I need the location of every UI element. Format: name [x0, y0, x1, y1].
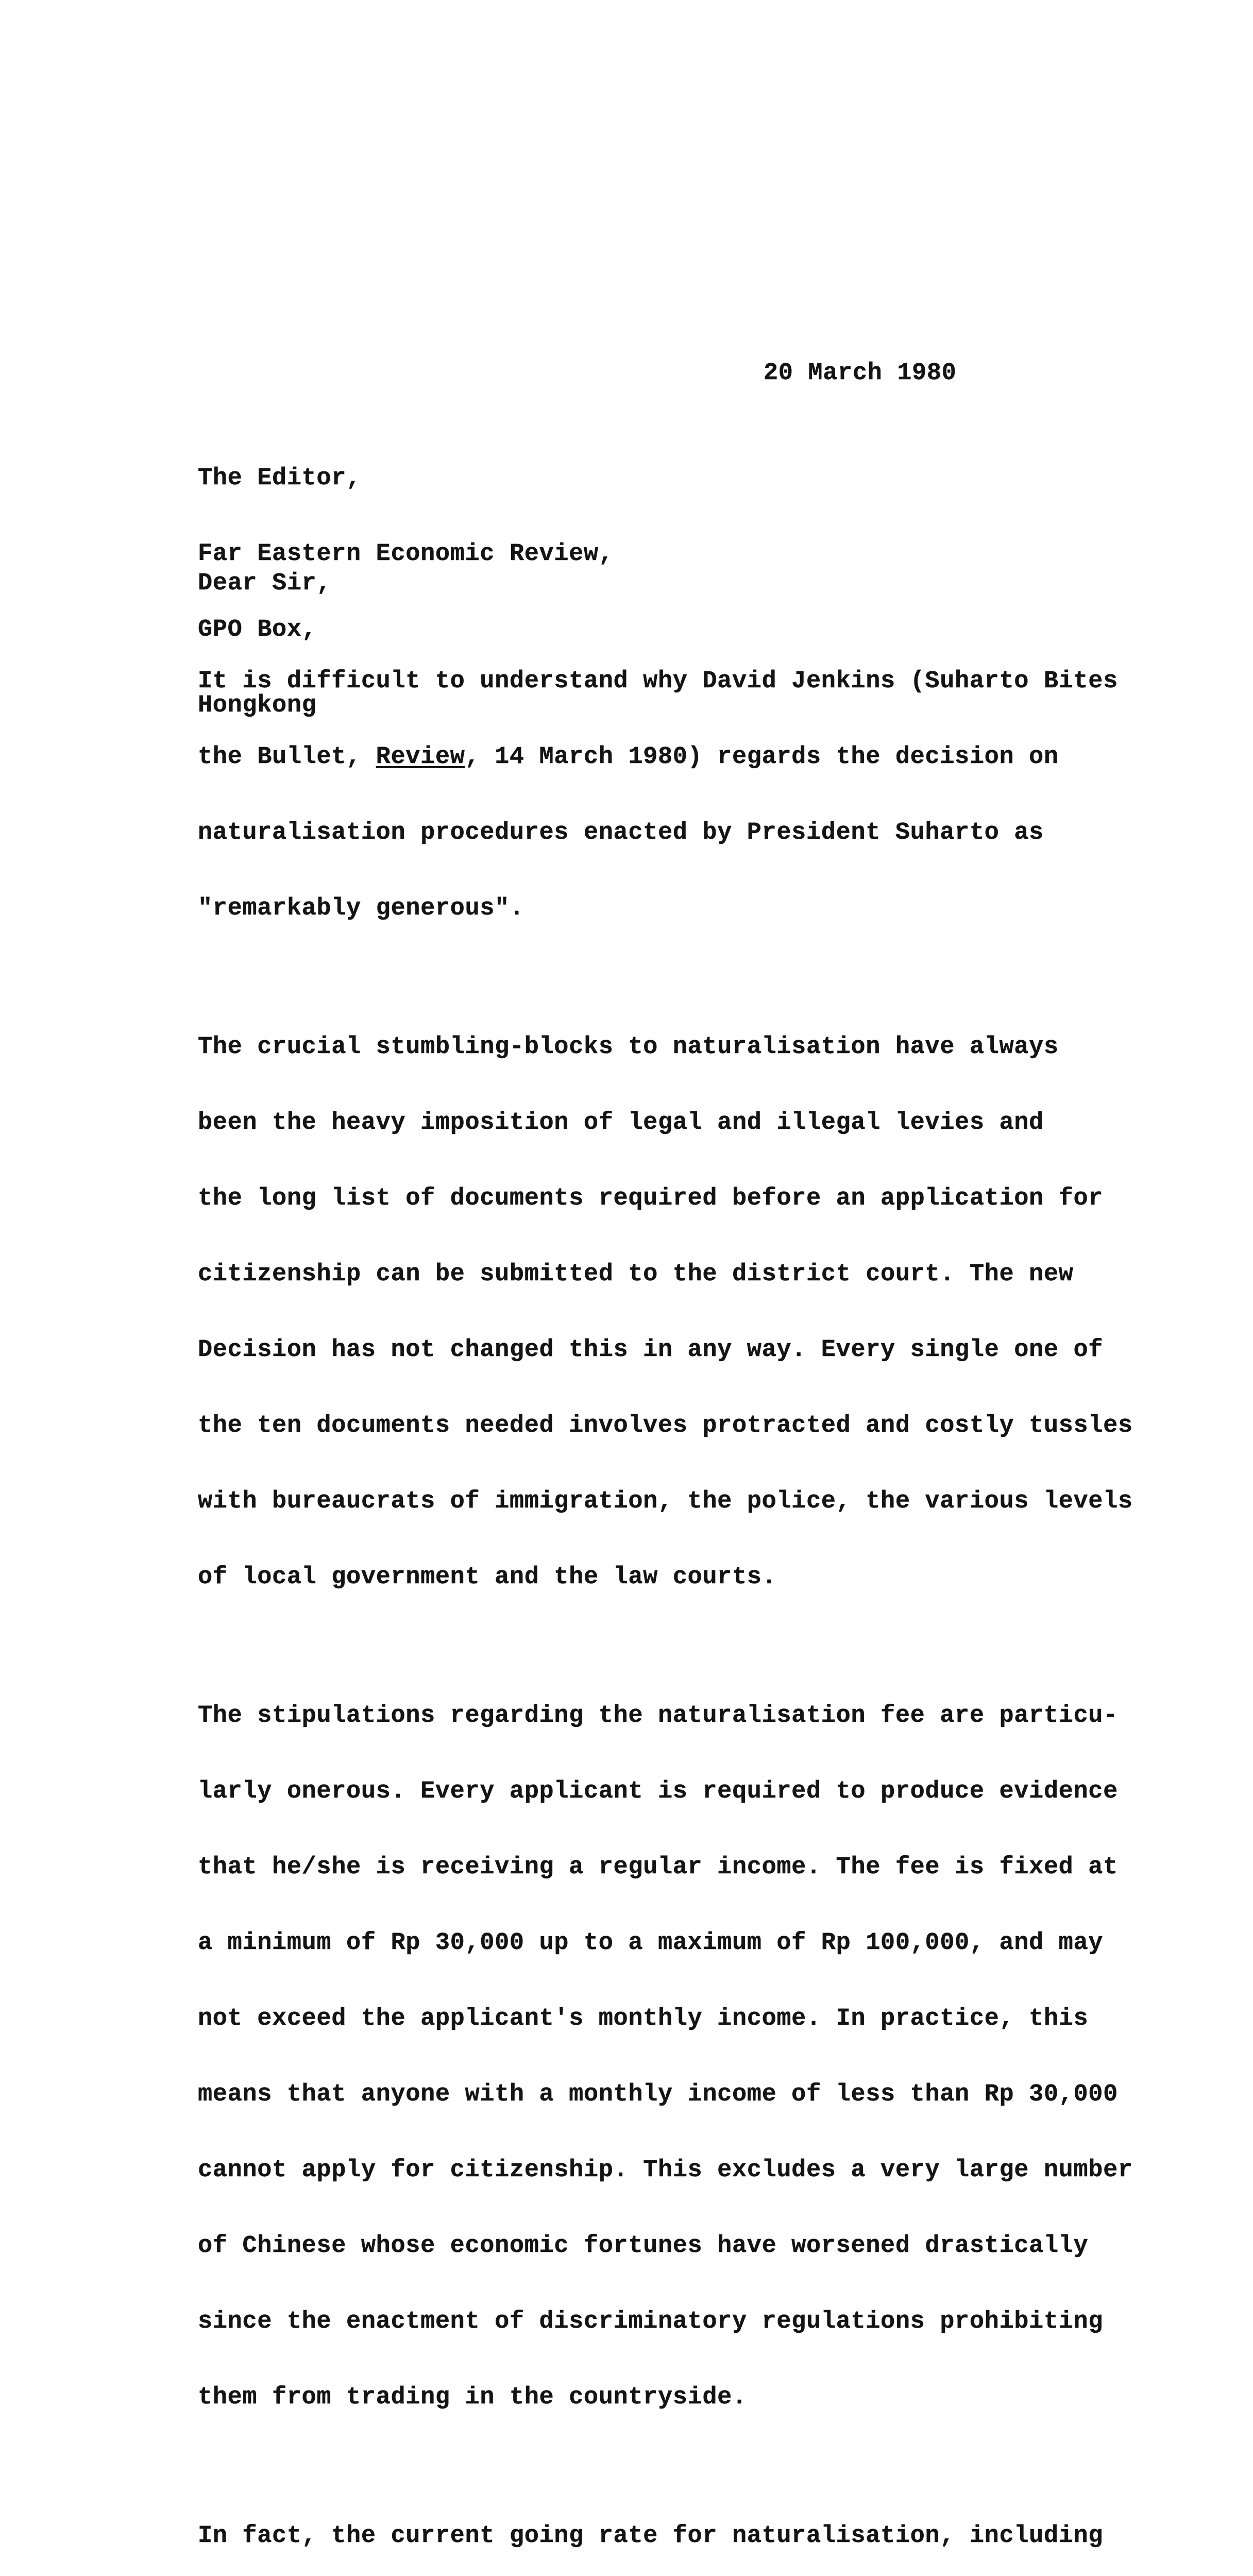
- paragraph: [198, 984, 1228, 1640]
- paragraph-line: that he/she is receiving a regular income. The fee is fixed at: [198, 1854, 1118, 1881]
- address-line: Hongkong: [198, 692, 317, 719]
- paragraph-line: a minimum of Rp 30,000 up to a maximum of Rp 100,000, and may: [198, 1929, 1104, 1957]
- paragraph-line: since the enactment of discriminatory regulations prohibiting: [198, 2308, 1104, 2335]
- address-line: GPO Box,: [198, 616, 317, 643]
- paragraph: [198, 618, 1228, 972]
- paragraph-line: larly onerous. Every applicant is required to produce evidence: [198, 1778, 1118, 1805]
- address-line: Far Eastern Economic Review,: [198, 540, 614, 568]
- paragraph-line: "remarkably generous".: [198, 895, 524, 922]
- paragraph-line: In fact, the current going rate for naturalisation, including: [198, 2522, 1104, 2550]
- paragraph-line: them from trading in the countryside.: [198, 2384, 747, 2411]
- paragraph-line: The stipulations regarding the naturalisation fee are particu-: [198, 1702, 1118, 1730]
- address-line: The Editor,: [198, 465, 361, 492]
- paragraph-line: the ten documents needed involves protracted and costly tussles: [198, 1412, 1133, 1439]
- paragraph-line: the long list of documents required before an application for: [198, 1185, 1104, 1212]
- paragraph-line: not exceed the applicant's monthly income. In practice, this: [198, 2005, 1089, 2032]
- letter-body: [198, 618, 1228, 2576]
- paragraph-line: Decision has not changed this in any way. Every single one of: [198, 1336, 1104, 1364]
- paragraph-line: of Chinese whose economic fortunes have worsened drastically: [198, 2232, 1089, 2260]
- underlined-text: Review: [376, 743, 465, 771]
- paragraph-line: the Bullet, Review, 14 March 1980) regards the decision on: [198, 743, 1059, 771]
- paragraph-line: citizenship can be submitted to the district court. The new: [198, 1261, 1074, 1288]
- paragraph-line: of local government and the law courts.: [198, 1564, 777, 1591]
- paragraph-line: The crucial stumbling-blocks to naturalisation have always: [198, 1033, 1059, 1061]
- paragraph-line: It is difficult to understand why David Jenkins (Suharto Bites: [198, 668, 1118, 695]
- paragraph-line: naturalisation procedures enacted by President Suharto as: [198, 819, 1044, 846]
- paragraph: [198, 2473, 1228, 2576]
- letter-date: 20 March 1980: [764, 360, 957, 387]
- paragraph-line: been the heavy imposition of legal and illegal levies and: [198, 1109, 1044, 1137]
- salutation: Dear Sir,: [198, 570, 332, 597]
- paragraph: [198, 1653, 1228, 2461]
- paragraph-line: cannot apply for citizenship. This excludes a very large number: [198, 2157, 1133, 2184]
- paragraph-line: with bureaucrats of immigration, the police, the various levels: [198, 1488, 1133, 1515]
- paragraph-line: means that anyone with a monthly income of less than Rp 30,000: [198, 2081, 1118, 2108]
